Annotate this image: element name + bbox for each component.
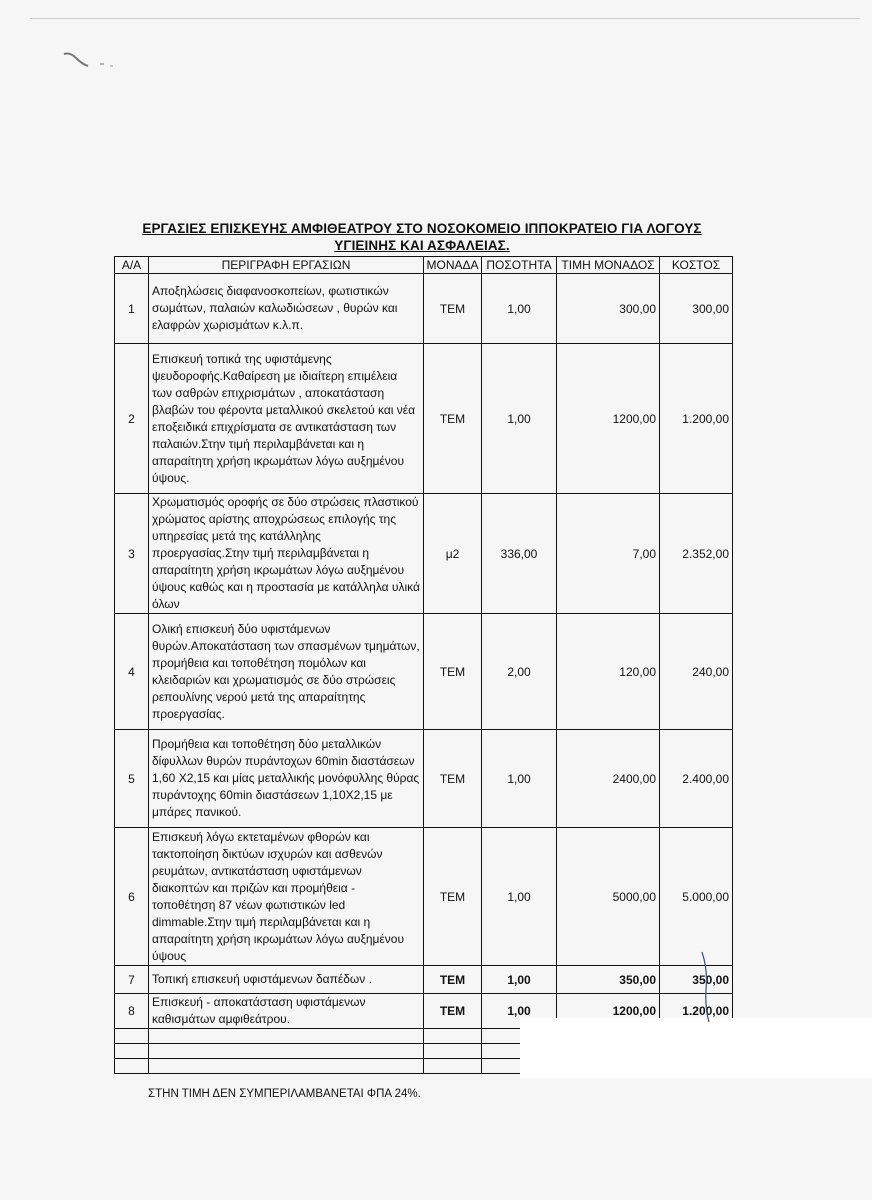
empty-cell (115, 1059, 149, 1074)
table-row (115, 966, 733, 994)
vat-footnote: ΣΤΗΝ ΤΙΜΗ ΔΕΝ ΣΥΜΠΕΡΙΛΑΜΒΑΝΕΤΑΙ ΦΠΑ 24%. (148, 1088, 421, 1100)
empty-cell (149, 1059, 424, 1074)
empty-cell (115, 1029, 149, 1044)
row-cost: 5.000,00 (660, 828, 733, 966)
row-quantity: 1,00 (482, 994, 557, 1029)
table-row (115, 828, 733, 966)
row-number: 1 (115, 274, 149, 344)
row-unit: ΤΕΜ (424, 966, 482, 994)
row-number: 3 (115, 494, 149, 614)
row-number: 4 (115, 614, 149, 730)
header-unit-price: ΤΙΜΗ ΜΟΝΑΔΟΣ (557, 257, 660, 274)
row-number: 8 (115, 994, 149, 1029)
row-unit: ΤΕΜ (424, 994, 482, 1029)
row-unit: ΤΕΜ (424, 614, 482, 730)
row-quantity: 336,00 (482, 494, 557, 614)
row-unit-price: 7,00 (557, 494, 660, 614)
row-cost: 1.200,00 (660, 994, 733, 1029)
row-description: Χρωματισμός οροφής σε δύο στρώσεις πλαστικού χρώματος αρίστης αποχρώσεως επιλογής της υπηρεσίας μετά της κατάλληλης προεργασίας.Στην τιμή περιλαμβάνεται η απαραίτητη χρήση ικρωμάτων λόγω αυξημένου ύψους καθώς και η προστασία με κατάλληλα υλικά όλων (149, 494, 424, 614)
table-row (115, 274, 733, 344)
row-cost: 1.200,00 (660, 344, 733, 494)
row-quantity: 1,00 (482, 274, 557, 344)
row-cost: 240,00 (660, 614, 733, 730)
row-quantity: 1,00 (482, 344, 557, 494)
header-quantity: ΠΟΣΟΤΗΤΑ (482, 257, 557, 274)
row-quantity: 1,00 (482, 730, 557, 828)
row-unit: ΤΕΜ (424, 730, 482, 828)
header-aa: Α/Α (115, 257, 149, 274)
table-row (115, 730, 733, 828)
paper-overlap-patch (520, 1018, 872, 1078)
empty-cell (424, 1029, 482, 1044)
row-unit: ΤΕΜ (424, 828, 482, 966)
row-cost: 2.352,00 (660, 494, 733, 614)
row-number: 6 (115, 828, 149, 966)
document-title: ΕΡΓΑΣΙΕΣ ΕΠΙΣΚΕΥΗΣ ΑΜΦΙΘΕΑΤΡΟΥ ΣΤΟ ΝΟΣΟΚΟΜΕΙΟ ΙΠΠΟΚΡΑΤΕΙΟ ΓΙΑ ΛΟΓΟΥΣ ΥΓΙΕΙΝΗΣ ΚΑΙ ΑΣΦΑΛΕΙΑΣ. (142, 221, 702, 253)
table-row (115, 344, 733, 494)
row-number: 2 (115, 344, 149, 494)
row-description: Τοπική επισκευή υφιστάμενων δαπέδων . (149, 966, 424, 994)
row-unit: μ2 (424, 494, 482, 614)
table-header-row (115, 257, 733, 274)
row-unit-price: 1200,00 (557, 344, 660, 494)
header-cost: ΚΟΣΤΟΣ (660, 257, 733, 274)
row-description: Ολική επισκευή δύο υφιστάμενων θυρών.Αποκατάσταση των σπασμένων τμημάτων, προμήθεια και τοποθέτηση πομόλων και κλειδαριών και χρωματισμός σε δύο στρώσεις ρεπουλίνης νερού μετά της απαραίτητης προεργασίας. (149, 614, 424, 730)
row-quantity: 2,00 (482, 614, 557, 730)
header-unit: ΜΟΝΑΔΑ (424, 257, 482, 274)
row-description: Επισκευή - αποκατάσταση υφιστάμενων καθισμάτων αμφιθεάτρου. (149, 994, 424, 1029)
pen-scribble-mark (60, 48, 130, 78)
works-table (114, 256, 733, 1074)
scan-edge-line (30, 18, 860, 19)
row-description: Επισκευή λόγω εκτεταμένων φθορών και τακτοποίηση δικτύων ισχυρών και ασθενών ρευμάτων, αντικατάσταση υφιστάμενων διακοπτών και πριζών και προμήθεια - τοποθέτηση 87 νέων φωτιστικών led dimmable.Στην τιμή περιλαμβάνεται και η απαραίτητη χρήση ικρωμάτων λόγω αυξημένου ύψους (149, 828, 424, 966)
pen-correction-mark (700, 950, 714, 1024)
row-cost: 350,00 (660, 966, 733, 994)
row-unit: ΤΕΜ (424, 274, 482, 344)
row-unit-price: 350,00 (557, 966, 660, 994)
row-description: Προμήθεια και τοποθέτηση δύο μεταλλικών δίφυλλων θυρών πυράντοχων 60min διαστάσεων 1,60 Χ2,15 και μίας μεταλλικής μονόφυλλης θύρας πυράντοχης 60min διαστάσεων 1,10Χ2,15 με μπάρες πανικού. (149, 730, 424, 828)
row-cost: 300,00 (660, 274, 733, 344)
empty-cell (424, 1044, 482, 1059)
row-description: Επισκευή τοπικά της υφιστάμενης ψευδοροφής.Καθαίρεση με ιδιαίτερη επιμέλεια των σαθρών επιχρισμάτων , αποκατάσταση βλαβών του φέροντα μεταλλικού σκελετού και νέα εποξειδικά επιχρίσματα σε αντικατάσταση των παλαιών.Στην τιμή περιλαμβάνεται και η απαραίτητη χρήση ικρωμάτων λόγω αυξημένου ύψους. (149, 344, 424, 494)
row-unit-price: 1200,00 (557, 994, 660, 1029)
row-cost: 2.400,00 (660, 730, 733, 828)
row-unit-price: 5000,00 (557, 828, 660, 966)
empty-cell (115, 1044, 149, 1059)
row-unit-price: 2400,00 (557, 730, 660, 828)
row-unit-price: 300,00 (557, 274, 660, 344)
row-number: 7 (115, 966, 149, 994)
row-quantity: 1,00 (482, 966, 557, 994)
row-description: Αποξηλώσεις διαφανοσκοπείων, φωτιστικών σωμάτων, παλαιών καλωδιώσεων , θυρών και ελαφρών χωρισμάτων κ.λ.π. (149, 274, 424, 344)
header-description: ΠΕΡΙΓΡΑΦΗ ΕΡΓΑΣΙΩΝ (149, 257, 424, 274)
empty-cell (149, 1044, 424, 1059)
row-number: 5 (115, 730, 149, 828)
row-unit: ΤΕΜ (424, 344, 482, 494)
row-quantity: 1,00 (482, 828, 557, 966)
row-unit-price: 120,00 (557, 614, 660, 730)
empty-cell (149, 1029, 424, 1044)
empty-cell (424, 1059, 482, 1074)
table-row (115, 614, 733, 730)
table-row (115, 494, 733, 614)
